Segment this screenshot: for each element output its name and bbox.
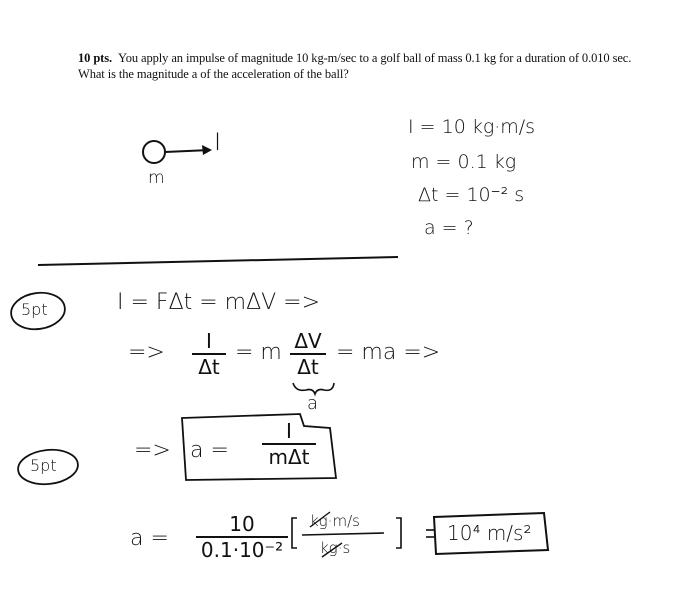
fraction-numeric — [196, 513, 288, 561]
unit-numerator: kg·m/s — [310, 512, 360, 530]
fraction-denominator: Δt — [198, 355, 220, 379]
given-impulse: I = 10 kg·m/s — [408, 116, 536, 138]
given-mass: m = 0.1 kg — [411, 151, 517, 173]
final-answer: 10⁴ m/s² — [447, 521, 532, 545]
impulse-arrow-label: I — [214, 128, 222, 156]
fraction-numerator: ΔV — [294, 329, 322, 353]
unit-fraction-bar — [302, 533, 384, 535]
given-unknown: a = ? — [424, 217, 474, 239]
solution-line-3-prefix: => — [134, 438, 171, 463]
golf-ball-circle — [143, 141, 165, 163]
unit-denominator: kg·s — [320, 539, 351, 557]
fraction-numerator: 10 — [229, 512, 255, 536]
solution-line-2-prefix: => — [128, 340, 165, 365]
given-time: Δt = 10⁻² s — [418, 184, 525, 206]
score-mark-2: 5pt — [30, 456, 57, 475]
unit-bracket-left — [292, 518, 297, 548]
unit-bracket-right — [396, 518, 401, 548]
solution-line-4-lhs: a = — [130, 526, 169, 551]
fraction-denominator: 0.1·10⁻² — [200, 538, 284, 562]
mass-label: m — [148, 168, 165, 188]
underbrace-label: a — [307, 393, 319, 414]
impulse-arrowhead — [202, 145, 212, 155]
fraction-impulse-over-dt — [192, 330, 226, 378]
fraction-numerator: I — [206, 329, 212, 353]
problem-points: 10 pts. — [78, 51, 113, 65]
score-mark-1: 5pt — [21, 300, 48, 319]
fraction-dv-over-dt — [290, 330, 326, 378]
solution-line-3-lhs: a = — [190, 438, 229, 463]
divider-line — [38, 257, 398, 265]
problem-text: You apply an impulse of magnitude 10 kg-m/sec to a golf ball of mass 0.1 kg for a duration of 0.010 sec. What is the magnitude a of the acceleration of the ball? — [78, 51, 632, 81]
solution-line-2-eq-m: = m — [235, 340, 282, 365]
solution-line-2-suffix: = ma => — [336, 340, 441, 365]
fraction-impulse-over-mdt — [262, 420, 316, 468]
fraction-denominator: mΔt — [268, 445, 310, 469]
solution-line-1: I = FΔt = mΔV => — [117, 290, 321, 315]
fraction-numerator: I — [286, 419, 292, 443]
fraction-denominator: Δt — [297, 355, 319, 379]
